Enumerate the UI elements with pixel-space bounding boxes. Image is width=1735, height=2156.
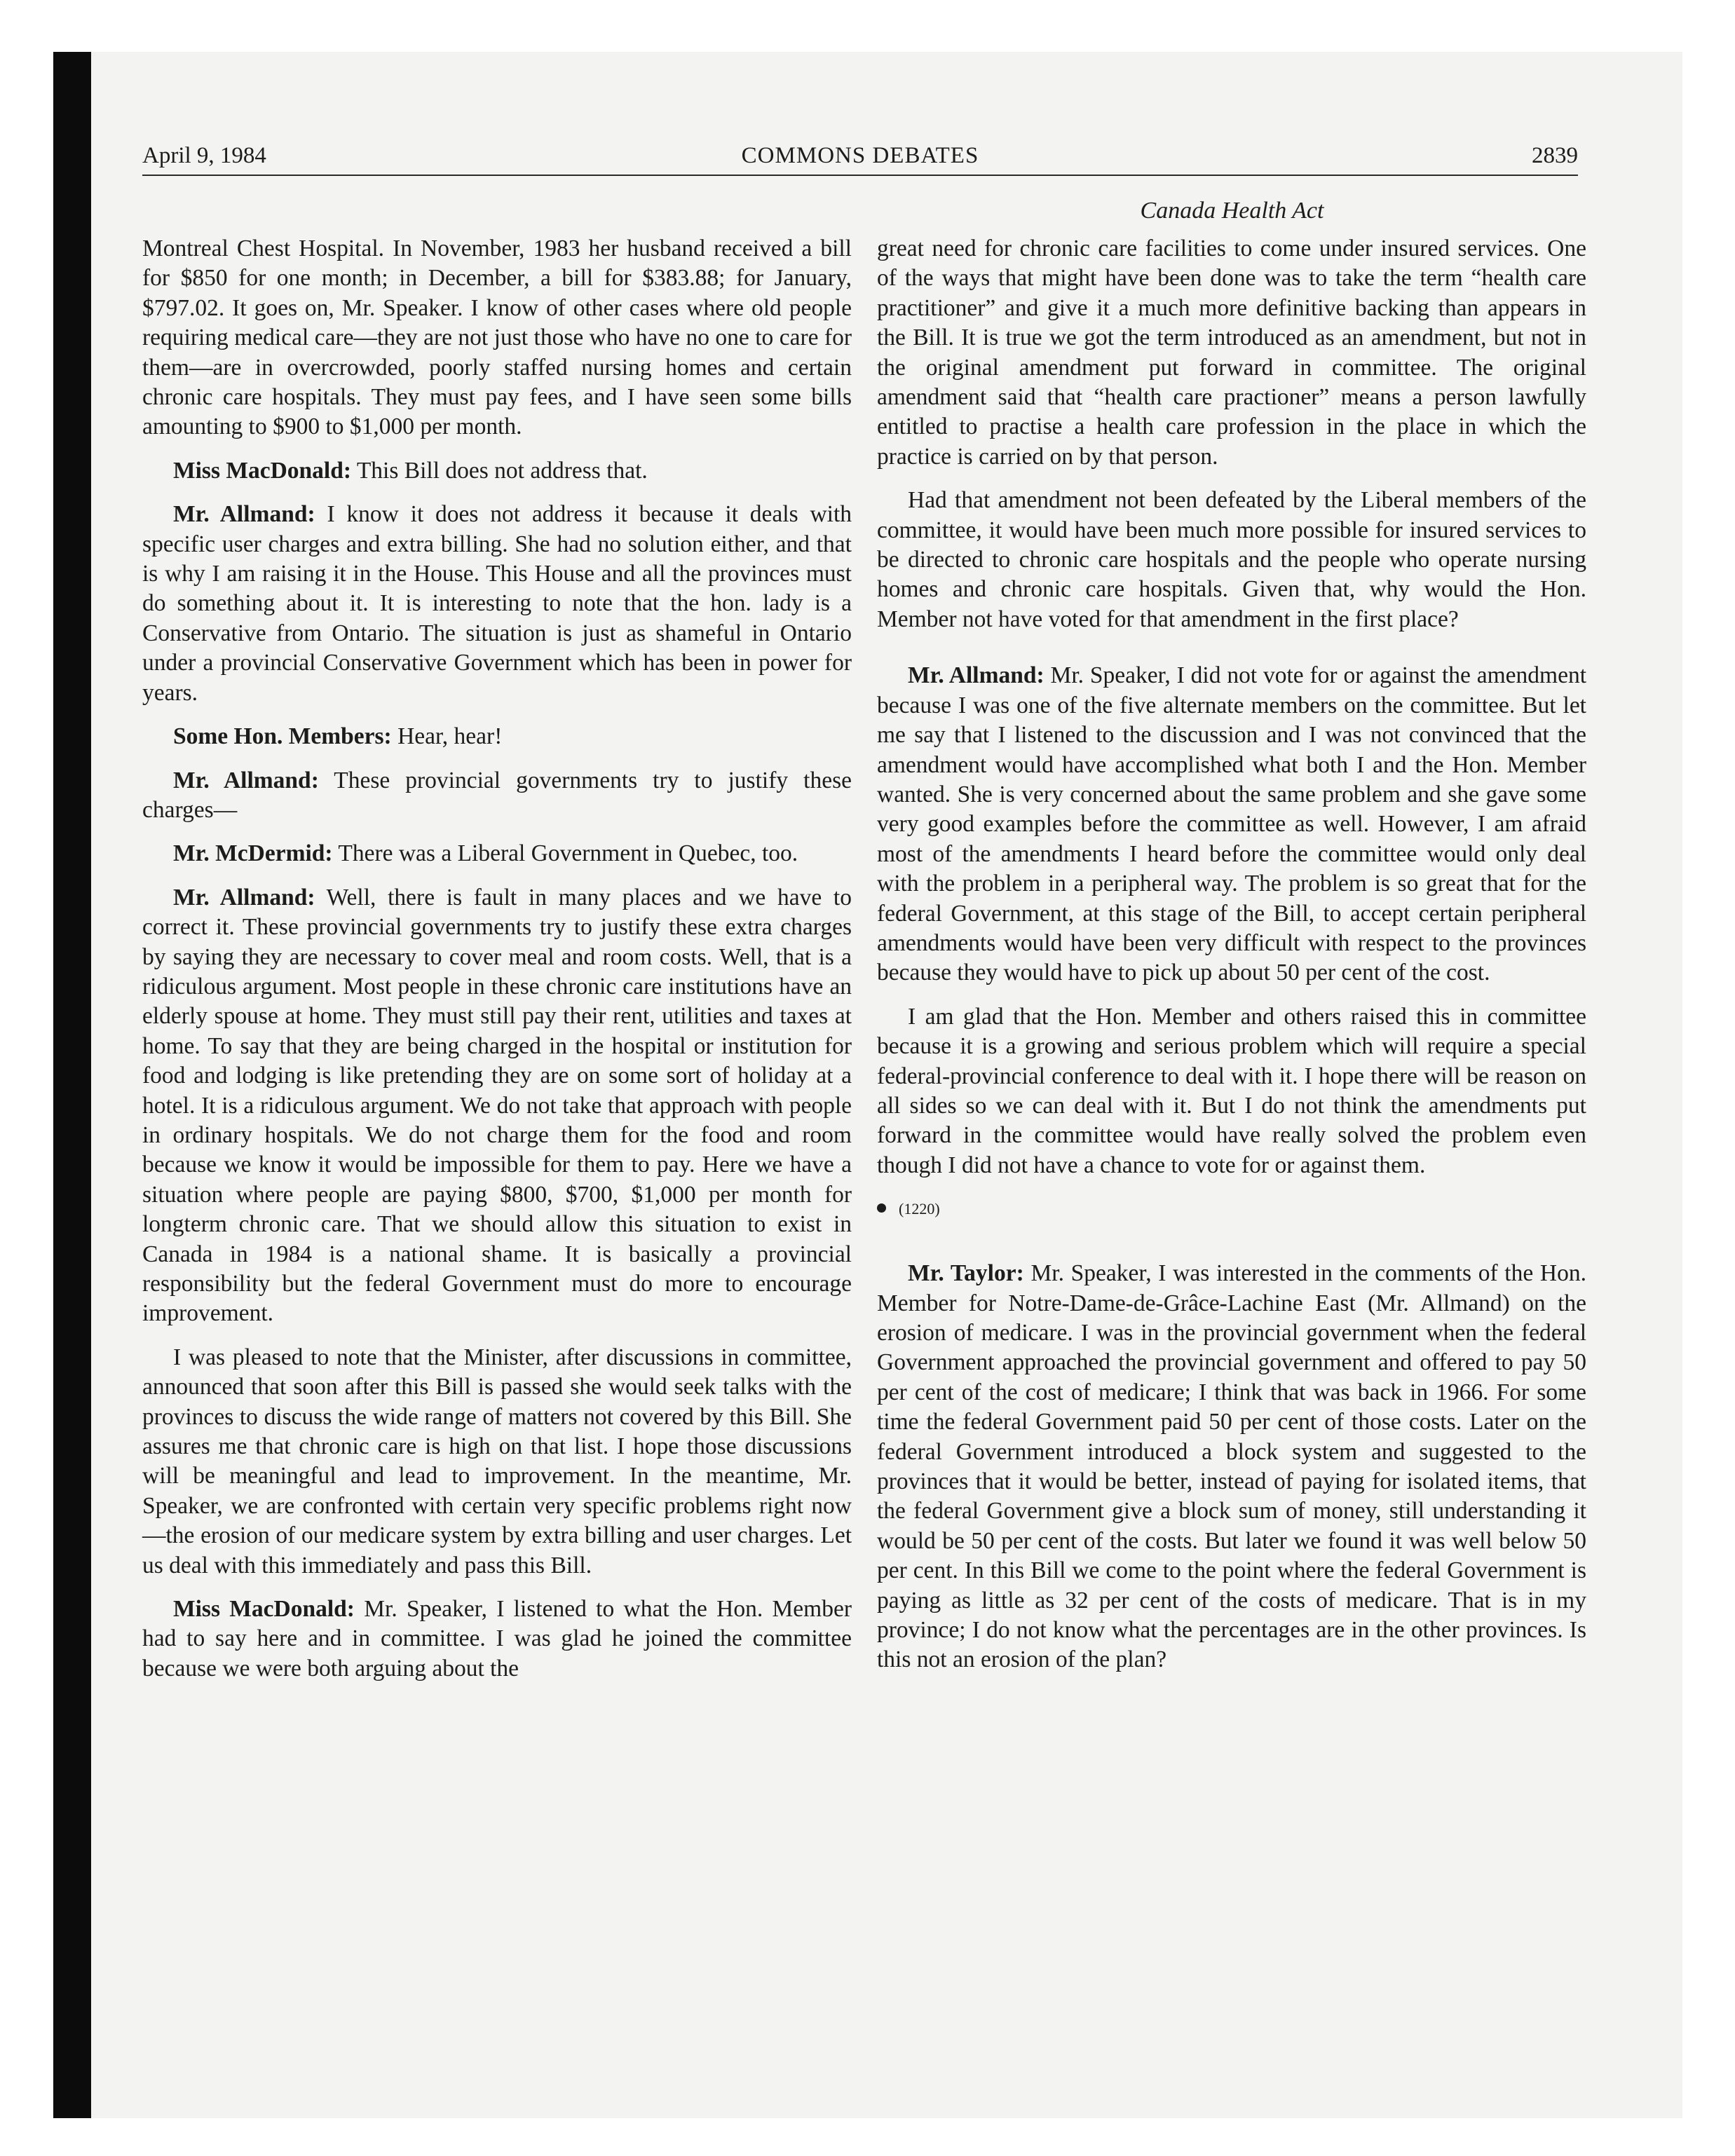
header-page-number: 2839 (1532, 143, 1578, 168)
paragraph-text: I was pleased to note that the Minister, after discussions in committee, announced that soon after this Bill is passed she would seek talks with the provinces to discuss the wide range of matters not covered by this Bill. She assures me that chronic care is high on that list. I hope those discussions will be meaningful and lead to improvement. In the meantime, Mr. Speaker, we are confronted with certain very specific problems right now—the erosion of our medicare system by extra billing and user charges. Let us deal with this immediately and pass this Bill. (142, 1344, 852, 1578)
paragraph (142, 456, 852, 486)
paragraph-text: I am glad that the Hon. Member and others raised this in committee because it is a growing and serious problem which will require a special federal-provincial conference to deal with it. I hope there will be reason on all sides so we can deal with it. But I do not think the amendments put forward in the committee would have really solved the problem even though I did not have a chance to vote for or against them. (877, 1003, 1586, 1178)
paragraph (877, 486, 1586, 634)
paragraph-text: Mr. Speaker, I did not vote for or against the amendment because I was one of the five alternate members on the committee. But let me say that I listened to the discussion and I was not convinced that the amendment would have accomplished what both I and the Hon. Member wanted. She is very concerned about the same problem and she gave some very good examples before the committee as well. However, I am afraid most of the amendments I heard before the committee would only deal with the problem in a peripheral way. The problem is so great that for the federal Government, at this stage of the Bill, to accept certain peripheral amendments would have been very difficult with respect to the provinces because they would have to pick up about 50 per cent of the cost. (877, 662, 1587, 986)
page-header (142, 143, 1578, 175)
speaker-name: Mr. Allmand: (173, 501, 315, 528)
paragraph (877, 1259, 1586, 1675)
header-publication: COMMONS DEBATES (741, 143, 979, 168)
speaker-name: Miss MacDonald: (173, 1596, 355, 1623)
time-marker-text: (1220) (899, 1200, 940, 1218)
paragraph-text: Had that amendment not been defeated by the Liberal members of the committee, it would have been much more possible for insured services to be directed to chronic care hospitals and the people who operate nursing homes and chronic care hospitals. Given that, why would the Hon. Member not have voted for that amendment in the first place? (877, 487, 1586, 632)
paragraph (142, 1595, 852, 1684)
paragraph-text: Well, there is fault in many places and we have to correct it. These provincial governments try to justify these extra charges by saying they are necessary to cover meal and room costs. Well, that is a ridiculous argument. Most people in these chronic care institutions have an elderly spouse at home. They must still pay their rent, utilities and taxes at home. To say that they are being charged in the hospital or institution for food and lodging is like pretending they are on some sort of holiday at a hotel. It is a ridiculous argument. We do not take that approach with people in ordinary hospitals. We do not charge them for the food and room because we know it would be impossible for them to pay. Here we have a situation where people are paying $800, $700, $1,000 per month for longterm chronic care. That we should allow this situation to exist in Canada in 1984 is a national shame. It is basically a provincial responsibility but the federal Government must do more to encourage improvement. (142, 884, 852, 1327)
paragraph (142, 722, 852, 751)
speaker-name: Mr. Allmand: (173, 767, 319, 793)
paragraph-text: Mr. Speaker, I listened to what the Hon. Member had to say here and in committee. I was glad he joined the committee because we were both arguing about the (142, 1596, 852, 1681)
paragraph (142, 1343, 852, 1581)
paragraph-text: Hear, hear! (397, 723, 503, 750)
speaker-name: Mr. Allmand: (173, 884, 315, 910)
paragraph-text: This Bill does not address that. (356, 457, 648, 484)
speaker-name: Some Hon. Members: (173, 723, 392, 750)
time-marker (877, 1199, 1586, 1220)
paragraph (877, 234, 1586, 472)
paragraph (142, 839, 852, 868)
speaker-name: Miss MacDonald: (173, 457, 352, 484)
speaker-name: Mr. Taylor: (908, 1260, 1024, 1287)
paragraph (877, 661, 1586, 988)
speaker-name: Mr. McDermid: (173, 840, 333, 867)
speaker-name: Mr. Allmand: (908, 662, 1045, 689)
paragraph (142, 883, 852, 1329)
paragraph (142, 500, 852, 708)
paragraph (142, 766, 852, 826)
paragraph-text: great need for chronic care facilities to come under insured services. One of the ways that might have been done was to take the term “health care practitioner” and give it a much more definitive backing than appears in the Bill. It is true we got the term introduced as an amendment, but not in the original amendment put forward in committee. The original amendment said that “health care practioner” means a person lawfully entitled to practise a health care profession in the place in which the practice is carried on by that person. (877, 236, 1586, 470)
right-column (877, 234, 1586, 1689)
paragraph-text: Montreal Chest Hospital. In November, 1983 her husband received a bill for $850 for one month; in December, a bill for $383.88; for January, $797.02. It goes on, Mr. Speaker. I know of other cases where old people requiring medical care—they are not just those who have no one to care for them—are in overcrowded, poorly staffed nursing homes and certain chronic care hospitals. They must pay fees, and I have seen some bills amounting to $900 to $1,000 per month. (142, 236, 852, 440)
paragraph (877, 1002, 1586, 1180)
scan-edge-bar (53, 52, 91, 2118)
left-column (142, 234, 852, 1698)
header-date: April 9, 1984 (142, 143, 266, 168)
header-rule (142, 175, 1578, 176)
paragraph-text: I know it does not address it because it deals with specific user charges and extra billing. She had no solution either, and that is why I am raising it in the House. This House and all the provinces must do something about it. It is interesting to note that the hon. lady is a Conservative from Ontario. The situation is just as shameful in Ontario under a provincial Conservative Government which has been in power for years. (142, 501, 852, 706)
paragraph-text: These provincial governments try to justify these charges— (142, 767, 852, 823)
paragraph-text: There was a Liberal Government in Quebec, too. (338, 840, 798, 867)
bullet-icon (877, 1203, 886, 1213)
paragraph-text: Mr. Speaker, I was interested in the comments of the Hon. Member for Notre-Dame-de-Grâce-Lachine East (Mr. Allmand) on the erosion of medicare. I was in the provincial government when the federal Government approached the provincial government and offered to pay 50 per cent of the cost of medicare; I think that was back in 1966. For some time the federal Government paid 50 per cent of those costs. Later on the federal Government introduced a block system and suggested to the provinces that it would be better, instead of paying for isolated items, that the federal Government give a block sum of money, still understanding it would be 50 per cent of the costs. But later we found it was well below 50 per cent. In this Bill we come to the point where the federal Government is paying as little as 32 per cent of the costs of medicare. That is in my province; I do not know what the percentages are in the other provinces. Is this not an erosion of the plan? (877, 1260, 1587, 1673)
paragraph (142, 234, 852, 442)
running-title: Canada Health Act (1140, 198, 1324, 224)
